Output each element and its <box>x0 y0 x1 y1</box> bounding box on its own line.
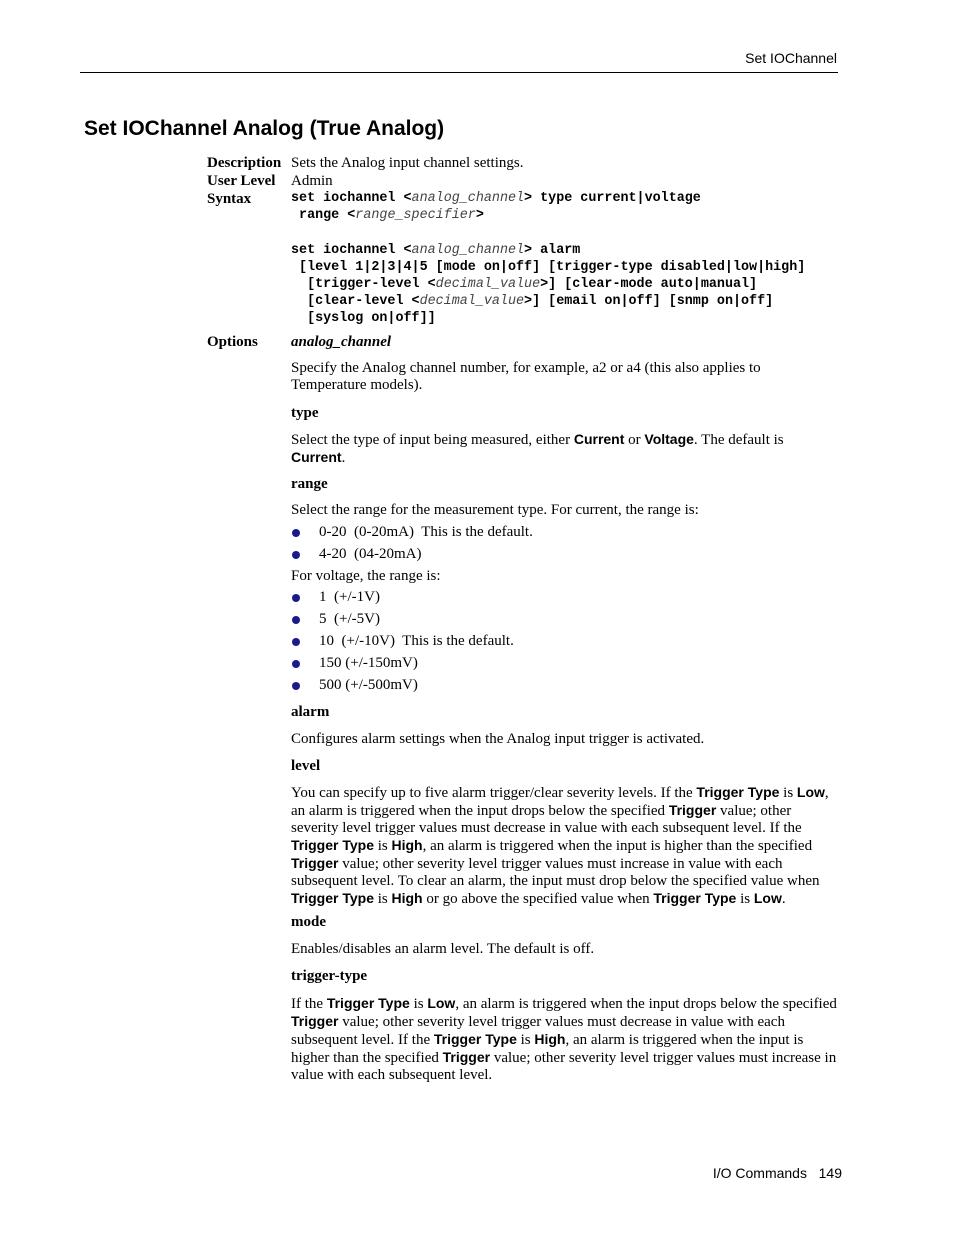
option-alarm-name: alarm <box>291 704 330 720</box>
syntax-label: Syntax <box>207 191 252 207</box>
range-voltage-item: 10 (+/-10V) This is the default. <box>319 633 514 649</box>
range-current-item: 4-20 (04-20mA) <box>319 546 422 562</box>
bullet-icon <box>292 551 300 559</box>
page-title: Set IOChannel Analog (True Analog) <box>84 117 445 140</box>
running-header: Set IOChannel <box>745 50 837 66</box>
option-range-intro: Select the range for the measurement type. For current, the range is: <box>291 502 699 518</box>
range-current-item: 0-20 (0-20mA) This is the default. <box>319 524 533 540</box>
option-type-desc: Select the type of input being measured, either Current or Voltage. The default is Current. <box>291 431 784 466</box>
option-trigger-type-name: trigger-type <box>291 968 368 984</box>
user-level-label: User Level <box>207 173 276 189</box>
syntax-type-line-1: set iochannel <analog_channel> type current|voltage <box>291 191 701 206</box>
syntax-alarm-line-1: set iochannel <analog_channel> alarm <box>291 243 581 258</box>
option-level-name: level <box>291 758 321 774</box>
syntax-alarm-line-4: [clear-level <decimal_value>] [email on|off] [snmp on|off] <box>291 294 774 309</box>
bullet-icon <box>292 616 300 624</box>
page-footer <box>713 1165 842 1181</box>
option-mode-name: mode <box>291 914 326 930</box>
syntax-alarm-line-3: [trigger-level <decimal_value>] [clear-mode auto|manual] <box>291 277 758 292</box>
description-label: Description <box>207 155 282 171</box>
bullet-icon <box>292 660 300 668</box>
option-range-name: range <box>291 476 328 492</box>
page-number: 149 <box>818 1165 842 1181</box>
option-analog-channel-name: analog_channel <box>291 334 392 350</box>
footer-section: I/O Commands <box>712 1165 807 1181</box>
syntax-type-line-2: range <range_specifier> <box>291 208 484 223</box>
bullet-icon <box>292 682 300 690</box>
range-voltage-item: 150 (+/-150mV) <box>319 655 418 671</box>
header-divider <box>80 72 838 73</box>
bullet-icon <box>292 638 300 646</box>
option-type-name: type <box>291 405 319 421</box>
option-range-voltage-intro: For voltage, the range is: <box>291 568 441 584</box>
user-level-value: Admin <box>291 173 333 189</box>
option-trigger-type-desc: If the Trigger Type is Low, an alarm is triggered when the input drops below the specified Trigger value; other severity level trigger values must decrease in value with each subsequent level. If the Trigger Type is High, an alarm is triggered when the input is higher than the specified Trigger value; other severity level trigger values must increase in value with each subsequent level. <box>291 995 837 1083</box>
options-label: Options <box>207 334 258 350</box>
description-text: Sets the Analog input channel settings. <box>291 155 524 171</box>
bullet-icon <box>292 594 300 602</box>
option-alarm-desc: Configures alarm settings when the Analog input trigger is activated. <box>291 731 705 747</box>
option-analog-channel-desc: Specify the Analog channel number, for example, a2 or a4 (this also applies to Temperature models). <box>291 360 761 393</box>
range-voltage-item: 1 (+/-1V) <box>319 589 380 605</box>
option-level-desc: You can specify up to five alarm trigger/clear severity levels. If the Trigger Type is Low, an alarm is triggered when the input drops below the specified Trigger value; other severity level trigger values must decrease in value with each subsequent level. If the Trigger Type is High, an alarm is triggered when the input is higher than the specified Trigger value; other severity level trigger values must increase in value with each subsequent level. To clear an alarm, the input must drop below the specified value when Trigger Type is High or go above the specified value when Trigger Type is Low. <box>291 784 829 907</box>
range-voltage-item: 5 (+/-5V) <box>319 611 380 627</box>
bullet-icon <box>292 529 300 537</box>
option-mode-desc: Enables/disables an alarm level. The default is off. <box>291 941 595 957</box>
syntax-alarm-line-5: [syslog on|off]] <box>291 311 436 326</box>
syntax-alarm-line-2: [level 1|2|3|4|5 [mode on|off] [trigger-type disabled|low|high] <box>291 260 806 275</box>
range-voltage-item: 500 (+/-500mV) <box>319 677 418 693</box>
